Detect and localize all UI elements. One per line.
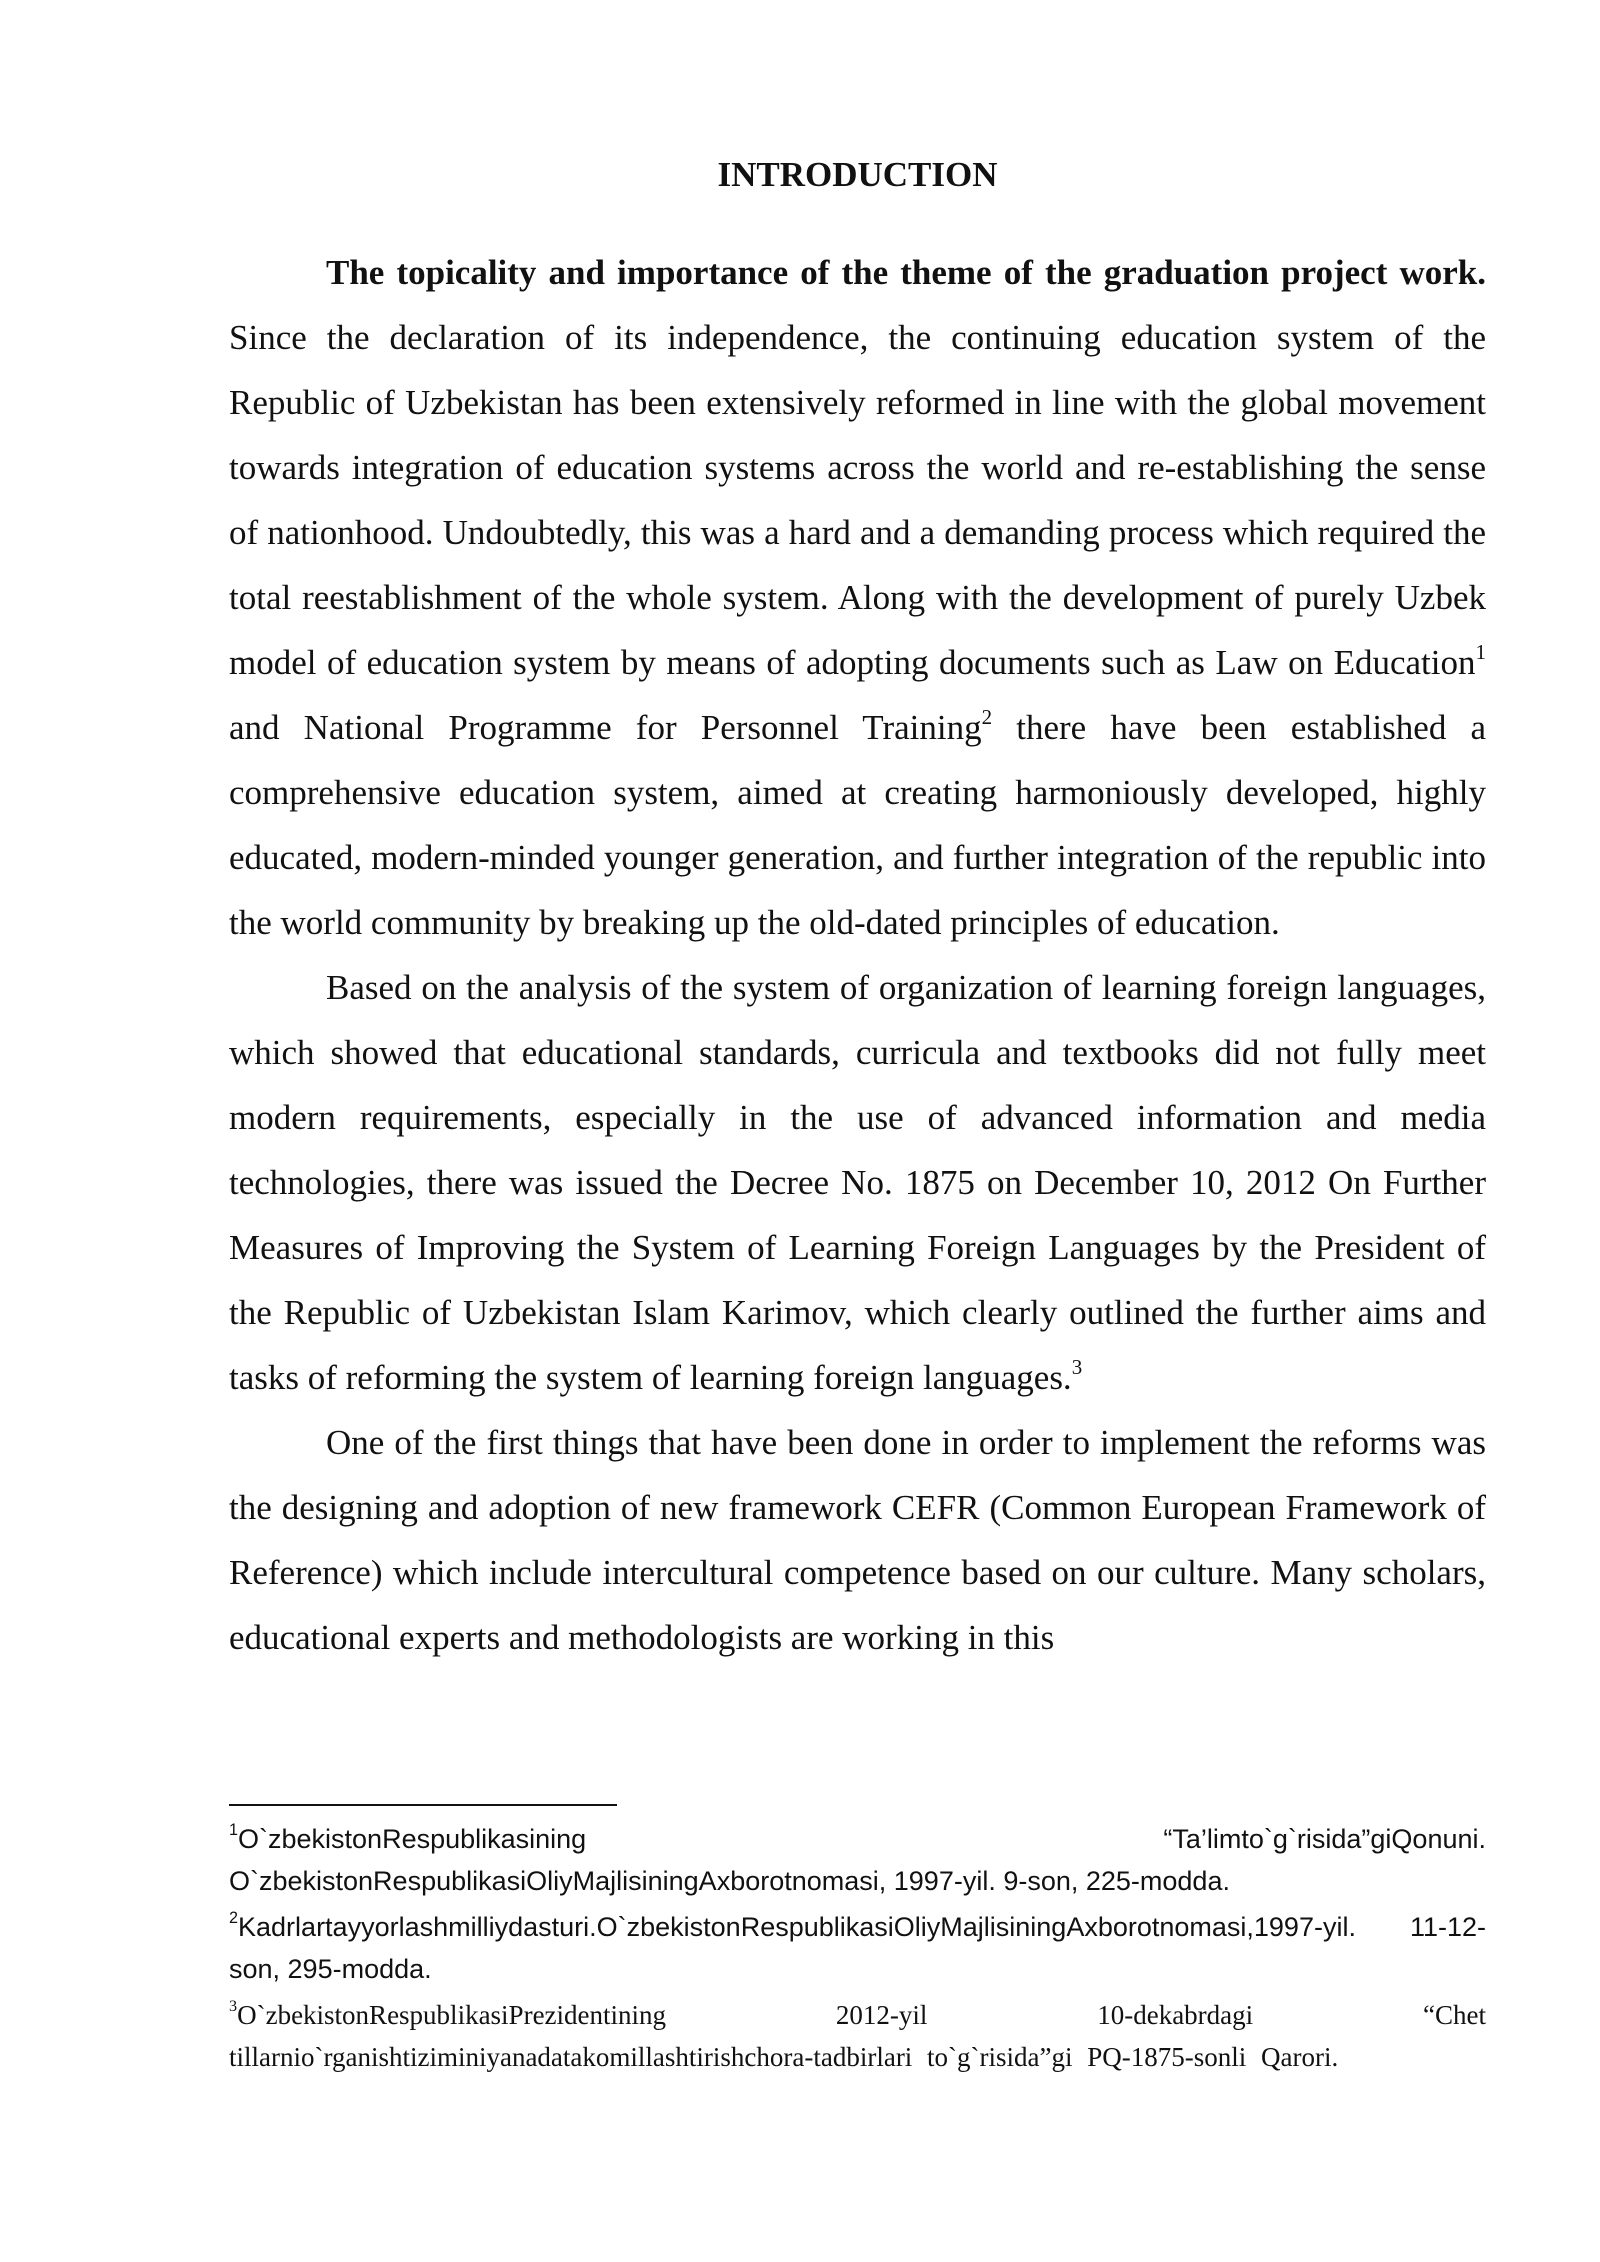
section-heading: INTRODUCTION	[717, 155, 998, 194]
footnote-ref[interactable]: 1	[1475, 640, 1486, 665]
paragraph-topicality	[229, 240, 1486, 955]
footnote-number: 2	[229, 1909, 239, 1927]
paragraph-text: Based on the analysis of the system of organization of learning foreign languages, which showed that educational standards, curricula and textbooks did not fully meet modern requirements, especially in the use of advanced information and media technologies, there was issued the Decree No. 1875 on December 10, 2012 On Further Measures of Improving the System of Learning Foreign Languages by the President of the Republic of Uzbekistan Islam Karimov, which clearly outlined the further aims and tasks of reforming the system of learning foreign languages.	[229, 968, 1486, 1397]
paragraph-text: Since the declaration of its independence, the continuing education system of the Republic of Uzbekistan has been extensively reformed in line with the global movement towards integration of education systems across the world and re-establishing the sense of nationhood. Undoubtedly, this was a hard and a demanding process which required the total reestablishment of the whole system. Along with the development of purely Uzbek model of education system by means of adopting documents such as Law on Education	[229, 318, 1486, 682]
body-text	[229, 135, 1486, 1670]
footnote-text: O`zbekistonRespublikasiPrezidentining 2012-yil 10-dekabrdagi “Chet tillarnio`rganishtiziminiyanadatakomillashtirishchora-tadbirlari to`g`risida”gi PQ-1875-sonli Qarori.	[229, 2000, 1486, 2072]
paragraph-cefr	[229, 1410, 1486, 1670]
footnote-text: O`zbekistonRespublikasiOliyMajlisiningAxborotnomasi, 1997-yil. 9-son, 225-modda.	[229, 1866, 1230, 1896]
footnote-1	[229, 1818, 1486, 1902]
footnote-number: 1	[229, 1821, 239, 1839]
footnote-number: 3	[229, 1997, 238, 2015]
paragraph-text: One of the first things that have been done in order to implement the reforms was the designing and adoption of new framework CEFR (Common European Framework of Reference) which include intercultural competence based on our culture. Many scholars, educational experts and methodologists are working in this	[229, 1423, 1486, 1657]
footnote-text: O`zbekistonRespublikasining	[238, 1824, 587, 1854]
footnote-3	[229, 1994, 1486, 2078]
footnote-2	[229, 1906, 1486, 1990]
paragraph-text: and National Programme for Personnel Training	[229, 708, 982, 747]
footnotes	[229, 1818, 1486, 2082]
footnote-separator	[229, 1804, 617, 1806]
footnote-ref[interactable]: 3	[1071, 1355, 1083, 1380]
footnote-text: “Ta’limto`g`risida”giQonuni.	[1163, 1824, 1486, 1854]
footnote-ref[interactable]: 2	[981, 705, 993, 730]
paragraph-decree	[229, 955, 1486, 1410]
paragraph-bold-lead: The topicality and importance of the theme of the graduation project work.	[326, 253, 1486, 292]
paragraph-text: there have been established a comprehensive education system, aimed at creating harmoniously developed, highly educated, modern-minded younger generation, and further integration of the republic into the world community by breaking up the old-dated principles of education.	[229, 708, 1486, 942]
footnote-text: Kadrlartayyorlashmilliydasturi.O`zbekistonRespublikasiOliyMajlisiningAxborotnomasi,1997-yil. 11-12-son, 295-modda.	[229, 1912, 1486, 1984]
